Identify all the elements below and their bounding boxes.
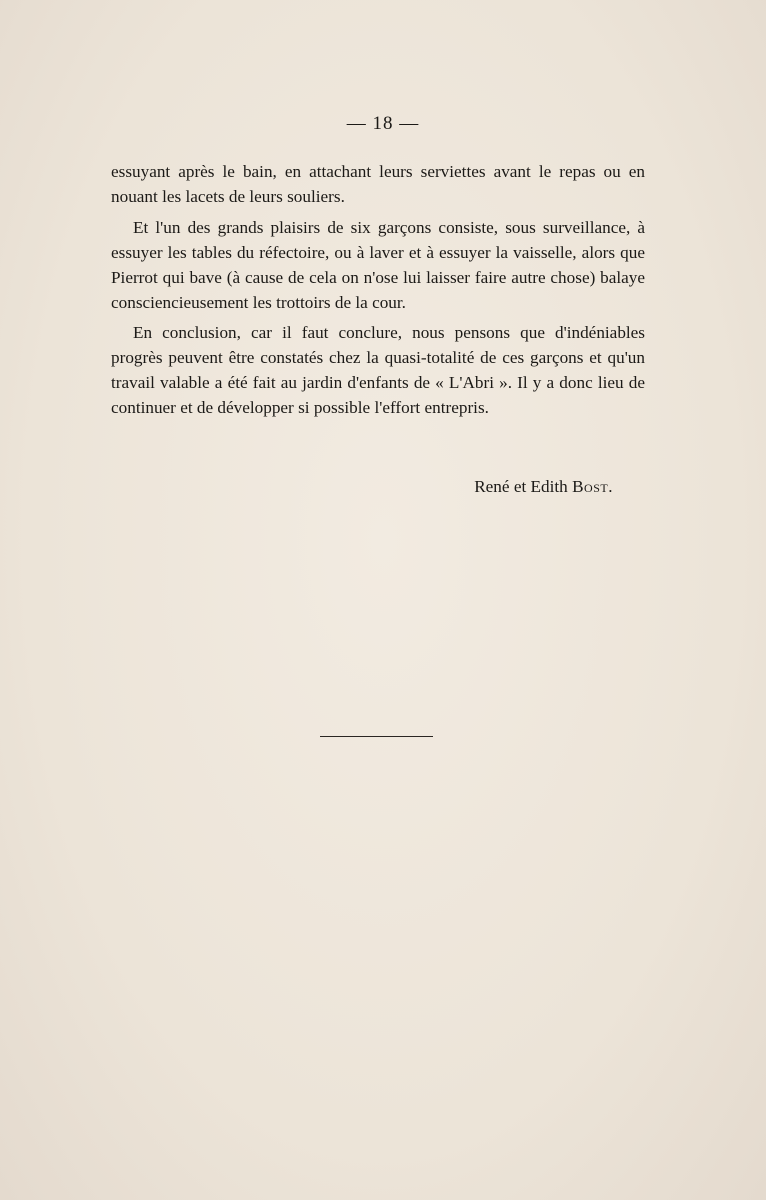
section-separator-rule xyxy=(320,736,433,737)
paragraph-2: Et l'un des grands plaisirs de six garçons consiste, sous surveillance, à essuyer les tables du réfectoire, ou à laver et à essuyer la vaisselle, alors que Pierrot qui bave (à cause de cela on n'ose lui laisser faire autre chose) balaye consciencieusement les trottoirs de la cour. xyxy=(111,217,645,312)
signature-names: René et Edith xyxy=(474,477,568,496)
page-number: — 18 — xyxy=(346,113,420,134)
paragraph-1: essuyant après le bain, en attachant leurs serviettes avant le repas ou en nouant les lacets de leurs souliers. xyxy=(111,162,645,206)
body-text xyxy=(111,160,645,427)
paragraph-3: En conclusion, car il faut conclure, nous pensons que d'indéniables progrès peuvent être constatés chez la quasi-totalité de ces garçons et qu'un travail valable a été fait au jardin d'enfants de « L'Abri ». Il y a donc lieu de continuer et de développer si possible l'effort entrepris. xyxy=(111,323,645,418)
signature xyxy=(474,477,613,497)
signature-surname: Bost. xyxy=(572,477,613,496)
